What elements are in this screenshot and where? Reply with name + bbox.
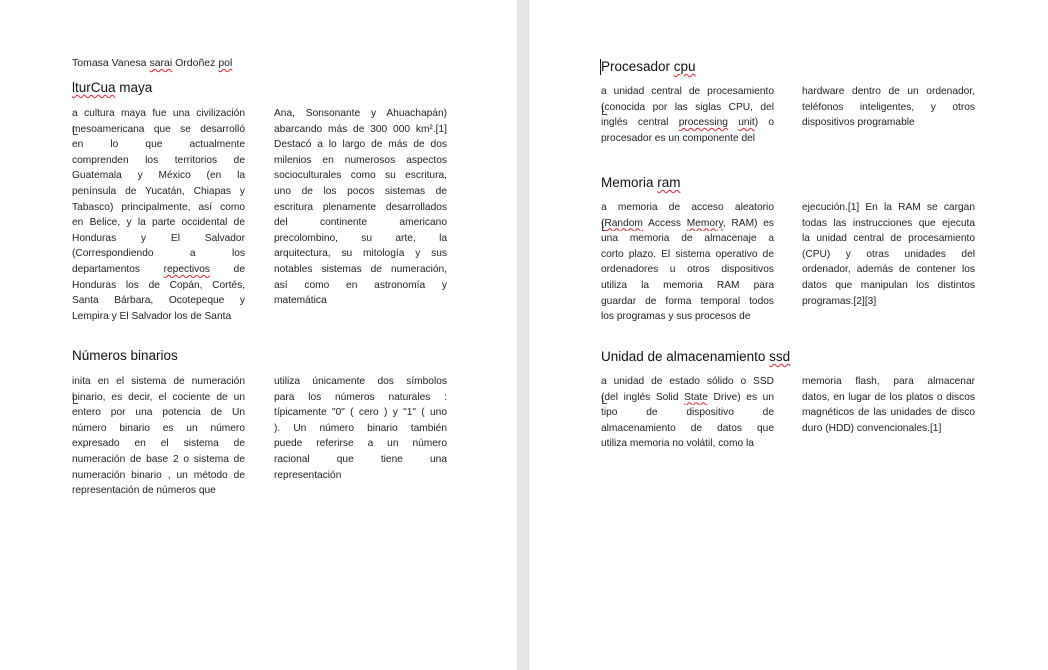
spelling-error-mark[interactable]: Memory bbox=[686, 217, 723, 229]
spelling-error-mark[interactable]: repectivos bbox=[163, 263, 211, 275]
text-line: hardware dentro de un ordenador, bbox=[802, 86, 975, 97]
text-line: la unidad central de procesamiento bbox=[802, 233, 975, 245]
text-line: Lempira y El Salvador los de Santa bbox=[72, 310, 232, 322]
spelling-error-mark[interactable]: ssd bbox=[769, 349, 791, 364]
ssd-column-2 bbox=[802, 374, 975, 436]
numeros-binarios-column-1 bbox=[72, 374, 245, 499]
text-line: utiliza memoria no volátil, como la bbox=[601, 438, 754, 450]
text-line: memoria flash, para almacenar bbox=[802, 376, 975, 387]
text-line: ejecución.[1] En la RAM se cargan bbox=[802, 202, 975, 213]
text-line: (Random Access Memory, RAM) es bbox=[601, 217, 774, 229]
text-line: en lo que actualmente bbox=[72, 139, 245, 151]
text-line: datos que manipulan los distintos bbox=[802, 279, 975, 291]
text-line: Tabasco) principalmente, así como bbox=[72, 201, 245, 213]
text-line: programas.[2][3] bbox=[802, 295, 877, 307]
author-name: Tomasa Vanesa sarai Ordoñez pol bbox=[72, 57, 233, 69]
text-line: a unidad de estado sólido o SSD bbox=[601, 376, 774, 387]
text-line: abarcando más de 300 000 km².[1] bbox=[274, 123, 447, 135]
text-line: numeración de base 2 o sistema de bbox=[72, 453, 245, 465]
text-line: ordenadores u otros dispositivos bbox=[601, 264, 774, 276]
text-line: (del inglés Solid State Drive) es un bbox=[601, 391, 774, 403]
text-line: representación bbox=[274, 469, 342, 481]
text-line: datos, en lugar de los platos o discos bbox=[802, 391, 975, 403]
text-line: inglés central processing unit) o bbox=[601, 117, 774, 129]
spelling-error-mark[interactable]: State bbox=[684, 391, 708, 403]
procesador-column-2 bbox=[802, 84, 975, 131]
text-line: procesador es un componente del bbox=[601, 132, 756, 144]
text-line: Santa Bárbara, Ocotepeque y bbox=[72, 295, 245, 307]
text-line: así como en astronomía y bbox=[274, 279, 447, 291]
text-line: teléfonos inteligentes, y otros bbox=[802, 101, 975, 113]
memoria-ram-column-2 bbox=[802, 200, 975, 309]
text-line: corto plazo. El sistema operativo de bbox=[601, 248, 774, 260]
text-line: a unidad central de procesamiento bbox=[601, 86, 774, 97]
text-line: almacenamiento de datos que bbox=[601, 422, 774, 434]
text-line: Honduras los de Copán, Cortés, bbox=[72, 279, 245, 291]
spelling-error-mark[interactable]: unit bbox=[738, 117, 755, 129]
spelling-error-mark[interactable]: lturCua bbox=[72, 80, 116, 95]
text-line: (conocida por las siglas CPU, del bbox=[601, 101, 774, 113]
text-line: arquitectura, su mitología y sus bbox=[274, 248, 447, 260]
text-line: escritura plenamente desarrollados bbox=[274, 201, 447, 213]
text-line: mesoamericana que se desarrolló bbox=[72, 123, 245, 135]
text-line: inita en el sistema de numeración bbox=[72, 376, 245, 387]
text-line: duro (HDD) convencionales.[1] bbox=[802, 422, 942, 434]
text-line: notables sistemas de numeración, bbox=[274, 263, 447, 275]
spelling-error-mark[interactable]: ram bbox=[657, 175, 681, 190]
text-line: todas las instrucciones que ejecuta bbox=[802, 217, 975, 229]
document-page-left[interactable] bbox=[0, 0, 517, 670]
text-line: utiliza la memoria RAM para bbox=[601, 279, 774, 291]
text-line: socioculturales como su escritura, bbox=[274, 170, 447, 182]
heading-memoria-ram: Memoria ram bbox=[601, 175, 681, 190]
text-line: magnéticos de las unidades de disco bbox=[802, 407, 975, 419]
text-line: numeración binario , un método de bbox=[72, 469, 245, 481]
text-line: binario, es decir, el cociente de un bbox=[72, 391, 245, 403]
text-line: comprenden los territorios de bbox=[72, 154, 245, 166]
text-line: típicamente "0" ( cero ) y "1" ( uno bbox=[274, 407, 447, 419]
text-line: (Correspondiendo a los bbox=[72, 248, 245, 260]
text-line: península de Yucatán, Chiapas y bbox=[72, 185, 245, 197]
heading-unidad-ssd: Unidad de almacenamiento ssd bbox=[601, 349, 791, 364]
text-line: matemática bbox=[274, 295, 327, 307]
text-line: Honduras y El Salvador bbox=[72, 232, 245, 244]
spelling-error-mark[interactable]: pol bbox=[218, 57, 233, 69]
cultura-maya-column-2 bbox=[274, 106, 447, 309]
text-line: número binario es un número bbox=[72, 422, 245, 434]
cultura-maya-column-1 bbox=[72, 106, 245, 324]
heading-numeros-binarios: Números binarios bbox=[72, 348, 178, 363]
text-line: ). Un número binario también bbox=[274, 422, 447, 434]
text-line: representación de números que bbox=[72, 485, 216, 497]
text-line: expresado en el sistema de bbox=[72, 438, 245, 450]
text-line: Destacó a lo largo de más de dos bbox=[274, 139, 447, 151]
memoria-ram-column-1 bbox=[601, 200, 774, 325]
text-line: puede referirse a un número bbox=[274, 438, 447, 450]
text-line: del continente americano bbox=[274, 217, 447, 229]
text-line: Guatemala y México (en la bbox=[72, 170, 245, 182]
text-line: uno de los pocos sistemas de bbox=[274, 185, 447, 197]
text-line: a cultura maya fue una civilización bbox=[72, 108, 245, 119]
text-line: ordenador, además de contener los bbox=[802, 264, 975, 276]
procesador-column-1 bbox=[601, 84, 774, 146]
spelling-error-mark[interactable]: processing bbox=[678, 117, 728, 129]
text-line: en Belice, y la parte occidental de bbox=[72, 217, 245, 229]
spelling-error-mark[interactable]: sarai bbox=[149, 57, 173, 69]
text-line: departamentos repectivos de bbox=[72, 263, 245, 275]
text-line: milenios en numerosos aspectos bbox=[274, 154, 447, 166]
text-line: dispositivos programable bbox=[802, 117, 915, 129]
heading-procesador-cpu: Procesador cpu bbox=[601, 59, 696, 74]
text-line: una memoria de almacenaje a bbox=[601, 233, 774, 245]
text-line: los programas y sus procesos de bbox=[601, 311, 751, 323]
spelling-error-mark[interactable]: cpu bbox=[673, 59, 696, 74]
text-line: precolombino, su arte, la bbox=[274, 232, 447, 244]
heading-cultura-maya: lturCua maya bbox=[72, 80, 153, 95]
text-line: racional que tiene una bbox=[274, 453, 447, 465]
text-line: a memoria de acceso aleatorio bbox=[601, 202, 774, 213]
text-line: para los números naturales : bbox=[274, 391, 447, 403]
text-line: guardar de forma temporal todos bbox=[601, 295, 774, 307]
document-page-right[interactable] bbox=[529, 0, 1048, 670]
text-line: tipo de dispositivo de bbox=[601, 407, 774, 419]
text-line: Ana, Sonsonante y Ahuachapán) bbox=[274, 108, 447, 119]
text-line: entero por una potencia de Un bbox=[72, 407, 245, 419]
numeros-binarios-column-2 bbox=[274, 374, 447, 483]
ssd-column-1 bbox=[601, 374, 774, 452]
text-line: utiliza únicamente dos símbolos bbox=[274, 376, 447, 387]
text-line: (CPU) y otras unidades del bbox=[802, 248, 975, 260]
spelling-error-mark[interactable]: Random bbox=[604, 217, 643, 229]
